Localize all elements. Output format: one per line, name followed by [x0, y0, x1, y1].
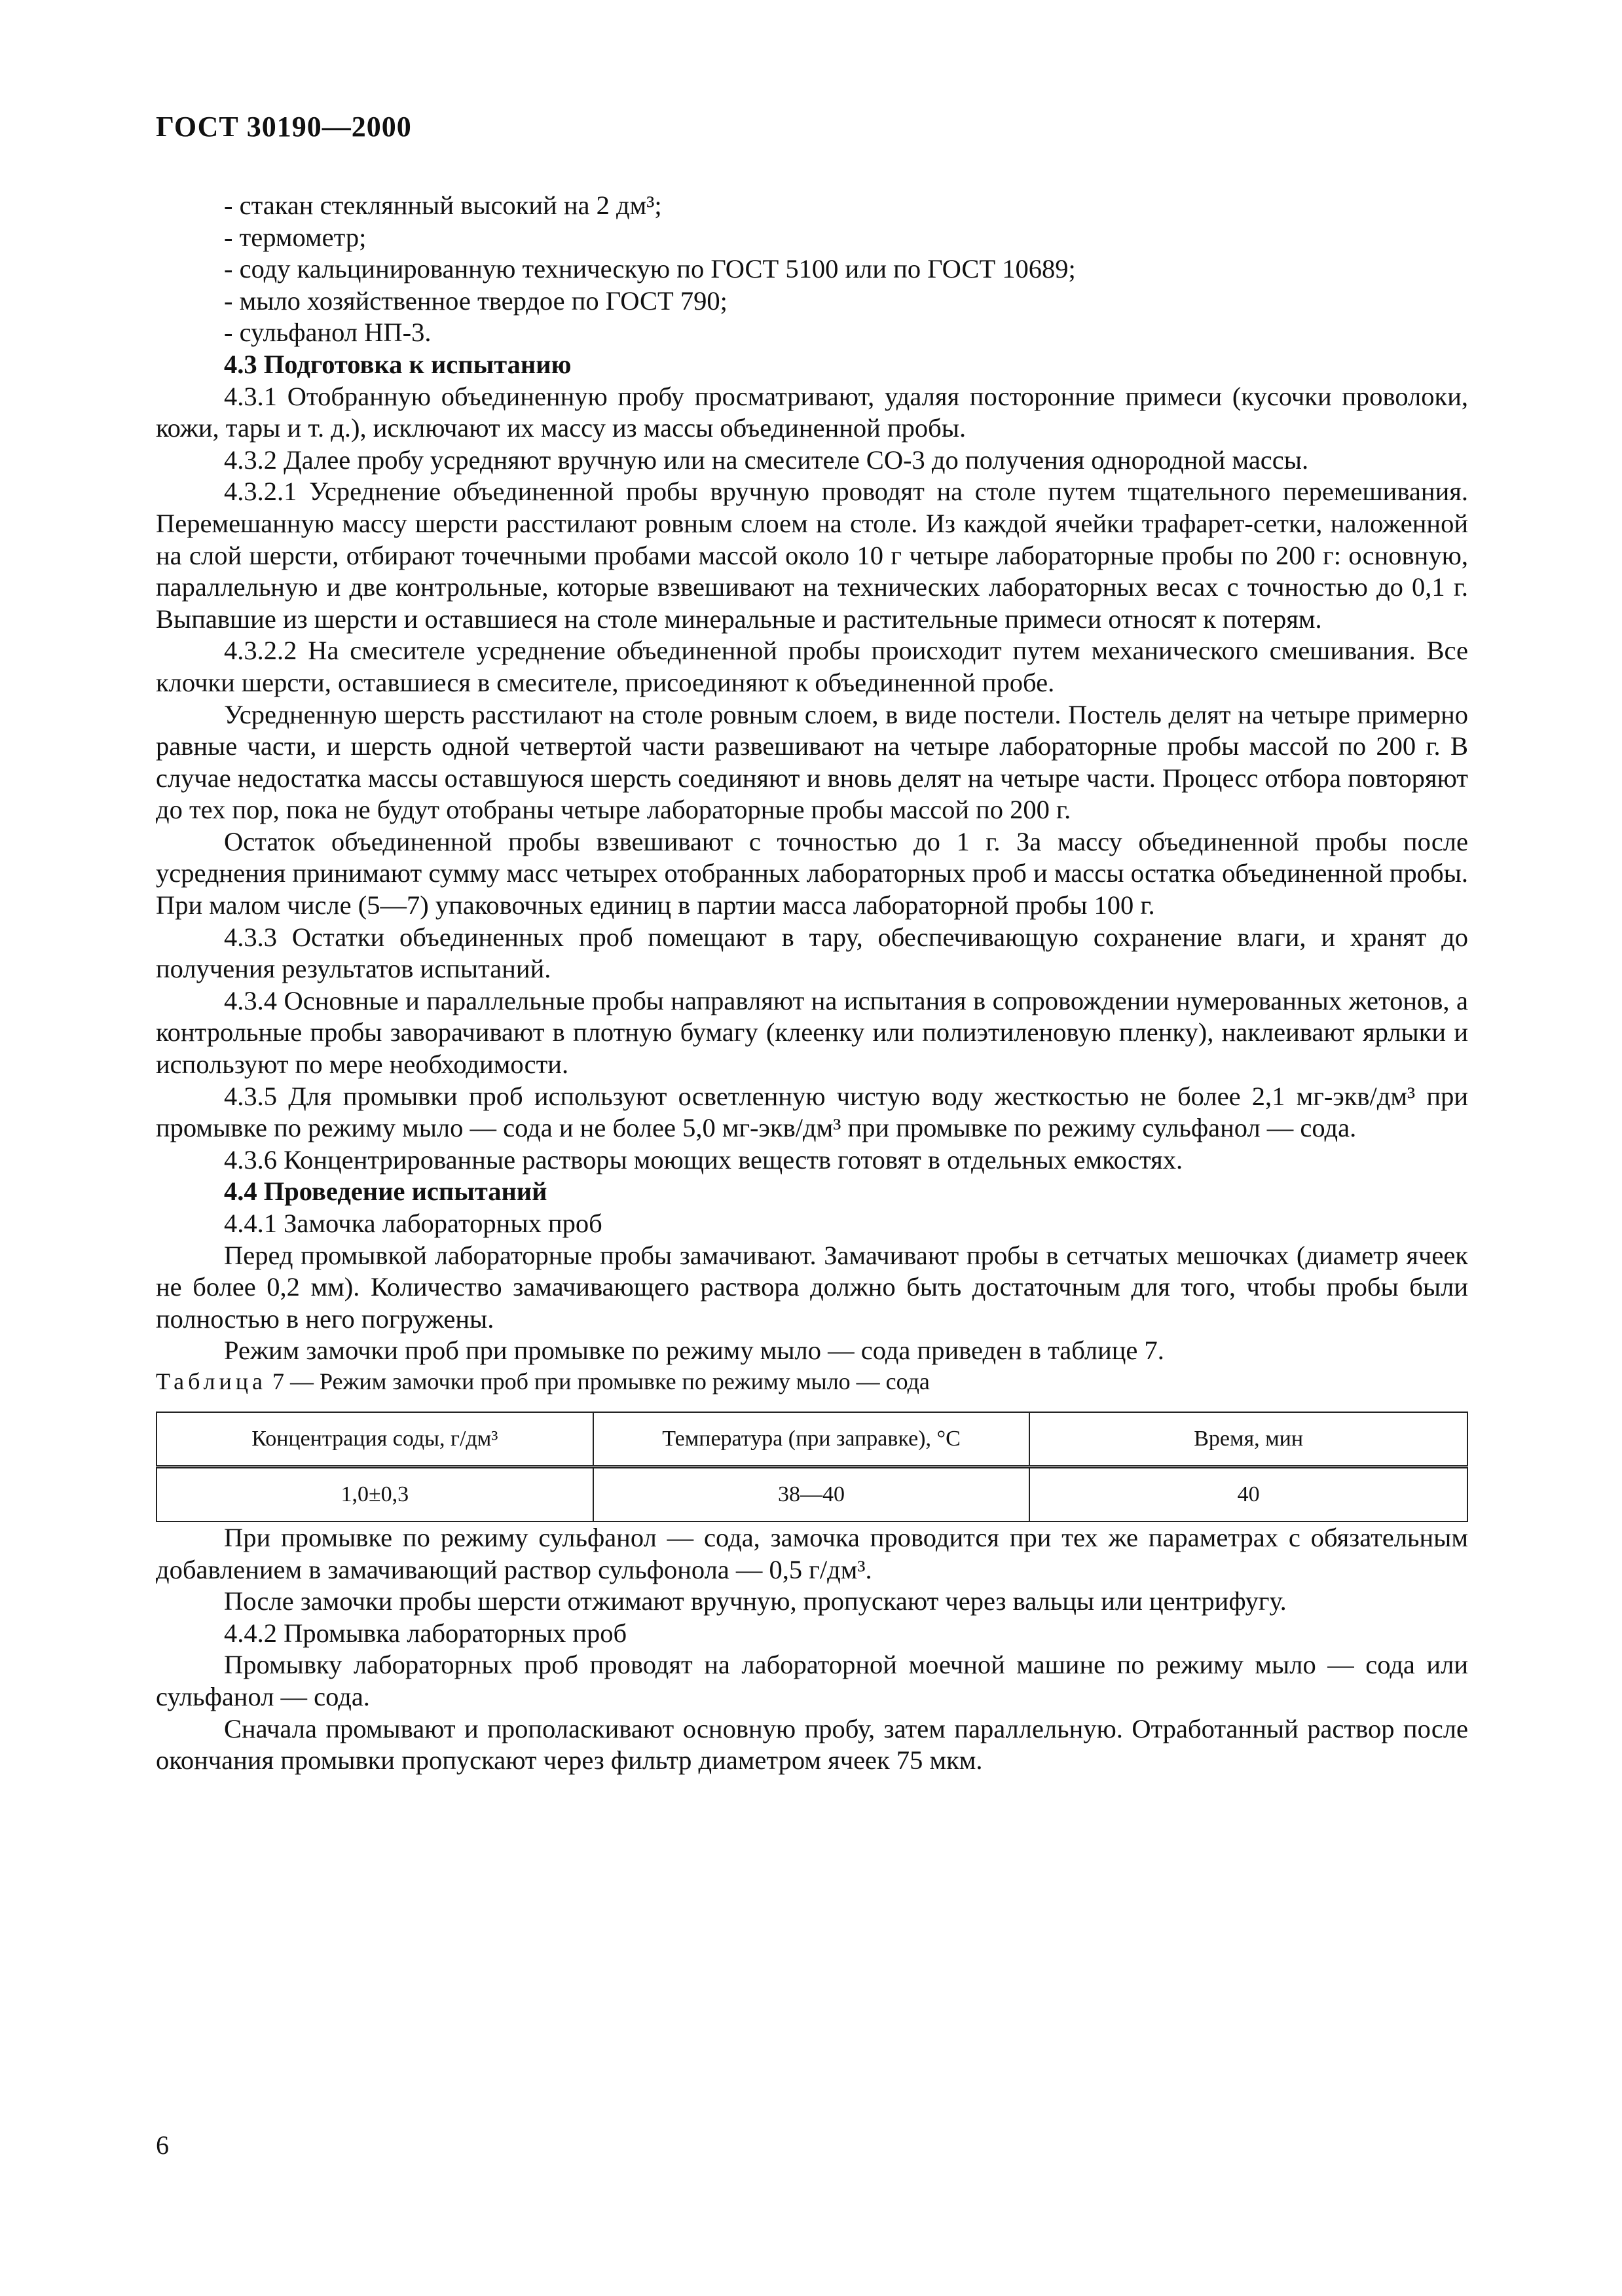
- table-7: [156, 1412, 1468, 1522]
- document-header: ГОСТ 30190—2000: [156, 111, 412, 143]
- paragraph-remainder: Остаток объединенной пробы взвешивают с точностью до 1 г. За массу объединенной пробы после усреднения принимают сумму масс четырех отобранных лабораторных проб и массы остатка объединенной пробы. При малом числе (5—7) упаковочных единиц в партии масса лабораторной пробы 100 г.: [156, 826, 1468, 920]
- table-cell: 38—40: [593, 1467, 1030, 1522]
- paragraph-4-3-6: 4.3.6 Концентрированные растворы моющих веществ готовят в отдельных емкостях.: [224, 1144, 1183, 1175]
- paragraph-4-3-3: 4.3.3 Остатки объединенных проб помещают в тару, обеспечивающую сохранение влаги, и хранят до получения результатов испытаний.: [156, 922, 1468, 984]
- paragraph-sulfanol: При промывке по режиму сульфанол — сода, замочка проводится при тех же параметрах с обязательным добавлением в замачивающий раствор сульфонола — 0,5 г/дм³.: [156, 1522, 1468, 1584]
- paragraph-4-3-1: 4.3.1 Отобранную объединенную пробу просматривают, удаляя посторонние примеси (кусочки проволоки, кожи, тары и т. д.), исключают их массу из массы объединенной пробы.: [156, 381, 1468, 443]
- table-header-cell: Концентрация соды, г/дм³: [157, 1412, 593, 1467]
- table-caption-label: Таблица: [156, 1368, 267, 1394]
- paragraph-averaged-wool: Усредненную шерсть расстилают на столе ровным слоем, в виде постели. Постель делят на четыре примерно равные части, и шерсть одной четвертой части развешивают на четыре лабораторные пробы массой по 200 г. В случае недостатка массы оставшуюся шерсть соединяют и вновь делят на четыре части. Процесс отбора повторяют до тех пор, пока не будут отобраны четыре лабораторные пробы массой по 200 г.: [156, 699, 1468, 825]
- section-heading-4-4: 4.4 Проведение испытаний: [224, 1176, 547, 1207]
- paragraph-4-3-2: 4.3.2 Далее пробу усредняют вручную или на смесителе СО-3 до получения однородной массы.: [224, 445, 1309, 475]
- paragraph-4-4-1: 4.4.1 Замочка лабораторных проб: [224, 1209, 602, 1238]
- table-header-cell: Температура (при заправке), °С: [593, 1412, 1030, 1467]
- list-item: - термометр;: [224, 222, 367, 252]
- paragraph-soak: Перед промывкой лабораторные пробы замачивают. Замачивают пробы в сетчатых мешочках (диаметр ячеек не более 0,2 мм). Количество замачивающего раствора должно быть достаточным для того, чтобы пробы были полностью в него погружены.: [156, 1240, 1468, 1334]
- paragraph-4-3-5: 4.3.5 Для промывки проб используют осветленную чистую воду жесткостью не более 2,1 мг-экв/дм³ при промывке по режиму мыло — сода и не более 5,0 мг-экв/дм³ при промывке по режиму сульфанол — сода.: [156, 1081, 1468, 1143]
- list-item: - сульфанол НП-3.: [224, 318, 432, 348]
- paragraph-squeeze: После замочки пробы шерсти отжимают вручную, пропускают через вальцы или центрифугу.: [224, 1586, 1287, 1616]
- table-header-cell: Время, мин: [1029, 1412, 1467, 1467]
- paragraph-mode: Режим замочки проб при промывке по режиму мыло — сода приведен в таблице 7.: [224, 1336, 1164, 1366]
- paragraph-4-4-2: 4.4.2 Промывка лабораторных проб: [224, 1618, 627, 1648]
- paragraph-4-3-4: 4.3.4 Основные и параллельные пробы направляют на испытания в сопровождении нумерованных жетонов, а контрольные пробы заворачивают в плотную бумагу (клеенку или полиэтиленовую пленку), наклеивают ярлыки и используют по мере необходимости.: [156, 985, 1468, 1080]
- section-heading-4-3: 4.3 Подготовка к испытанию: [224, 349, 572, 379]
- paragraph-4-3-2-2: 4.3.2.2 На смесителе усреднение объединенной пробы происходит путем механического смешивания. Все клочки шерсти, оставшиеся в смесителе, присоединяют к объединенной пробе.: [156, 636, 1468, 697]
- paragraph-first-rinse: Сначала промывают и прополаскивают основную пробу, затем параллельную. Отработанный раствор после окончания промывки пропускают через фильтр диаметром ячеек 75 мкм.: [156, 1713, 1468, 1776]
- table-row: [157, 1467, 1467, 1522]
- table-cell: 1,0±0,3: [157, 1467, 593, 1522]
- paragraph-4-3-2-1: 4.3.2.1 Усреднение объединенной пробы вручную проводят на столе путем тщательного перемешивания. Перемешанную массу шерсти расстилают ровным слоем на столе. Из каждой ячейки трафарет-сетки, наложенной на слой шерсти, отбирают точечными пробами массой около 10 г четыре лабораторные пробы по 200 г: основную, параллельную и две контрольные, которые взвешивают на технических лабораторных весах с точностью до 0,1 г. Выпавшие из шерсти и оставшиеся на столе минеральные и растительные примеси относят к потерям.: [156, 477, 1468, 634]
- table-caption-text: 7 — Режим замочки проб при промывке по режиму мыло — сода: [266, 1368, 930, 1394]
- table-cell: 40: [1029, 1467, 1467, 1522]
- paragraph-wash: Промывку лабораторных проб проводят на лабораторной моечной машине по режиму мыло — сода или сульфанол — сода.: [156, 1650, 1468, 1711]
- table-caption: [156, 1367, 1468, 1396]
- list-item: - мыло хозяйственное твердое по ГОСТ 790;: [224, 285, 728, 316]
- page-number: 6: [156, 2130, 169, 2160]
- document-body: [156, 190, 1468, 1777]
- list-item: - стакан стеклянный высокий на 2 дм³;: [224, 191, 662, 220]
- table-header-row: [157, 1412, 1467, 1467]
- list-item: - соду кальцинированную техническую по ГОСТ 5100 или по ГОСТ 10689;: [224, 254, 1076, 284]
